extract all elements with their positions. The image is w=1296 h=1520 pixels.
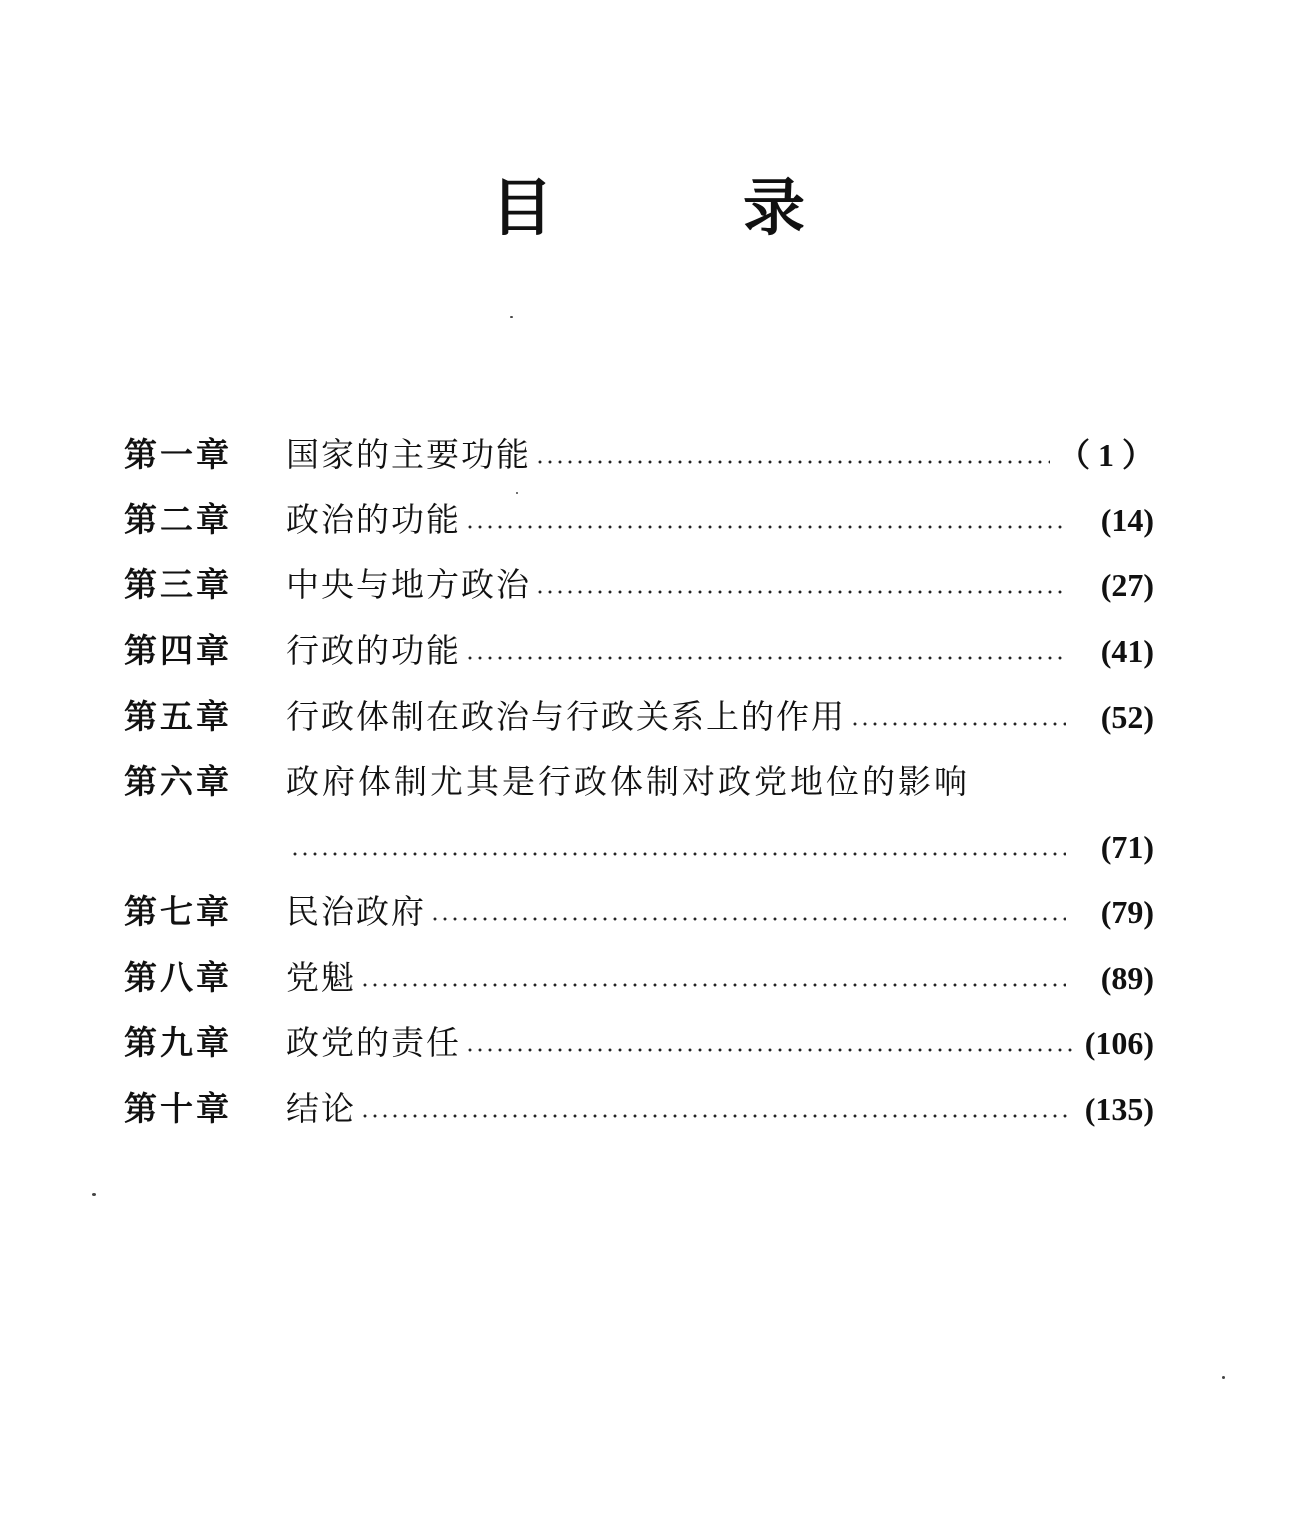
dot-leader [535,590,1066,594]
scan-speck [92,1193,96,1196]
chapter-number: 第七章 [124,892,232,931]
page-number: (135) [1084,1091,1154,1127]
dot-leader [465,656,1066,660]
chapter-title: 政府体制尤其是行政体制对政党地位的影响 [286,762,970,801]
chapter-number: 第八章 [124,958,232,997]
toc-entry-chapter-1[interactable] [124,431,1154,479]
toc-entry-chapter-7[interactable] [124,888,1154,936]
chapter-number: 第一章 [124,435,232,474]
page-number: (14) [1100,502,1154,538]
page-number: (106) [1084,1025,1154,1061]
chapter-title: 民治政府 [286,892,426,931]
page-number: (27) [1100,567,1154,603]
dot-leader [360,983,1066,987]
toc-entry-chapter-6-continuation[interactable] [124,823,1154,871]
chapter-title: 中央与地方政治 [286,565,531,604]
page-number: (89) [1100,960,1154,996]
chapter-title: 行政的功能 [286,631,461,670]
chapter-title: 国家的主要功能 [286,435,531,474]
page-number: (79) [1100,894,1154,930]
toc-entry-chapter-2[interactable] [124,496,1154,544]
chapter-number: 第二章 [124,500,232,539]
toc-entry-chapter-4[interactable] [124,627,1154,675]
scan-speck [1222,1376,1225,1379]
chapter-number: 第九章 [124,1023,232,1062]
dot-leader [430,917,1066,921]
page-number: (52) [1100,699,1154,735]
toc-entry-chapter-10[interactable] [124,1085,1154,1133]
chapter-title: 行政体制在政治与行政关系上的作用 [286,697,846,736]
toc-entry-chapter-8[interactable] [124,954,1154,1002]
toc-entry-chapter-6[interactable] [124,758,1154,806]
scan-speck [510,316,513,318]
chapter-number: 第四章 [124,631,232,670]
toc-entry-chapter-9[interactable] [124,1019,1154,1067]
dot-leader [535,460,1050,464]
chapter-number: 第十章 [124,1089,232,1128]
dot-leader [360,1114,1072,1118]
chapter-title: 政治的功能 [286,500,461,539]
page-number: (71) [1100,829,1154,865]
page-number: （ 1 ） [1057,437,1154,473]
dot-leader [465,1048,1072,1052]
toc-entry-chapter-3[interactable] [124,561,1154,609]
page-number: (41) [1100,633,1154,669]
dot-leader [290,852,1066,856]
chapter-number: 第六章 [124,762,232,801]
chapter-number: 第五章 [124,697,232,736]
dot-leader [465,525,1066,529]
chapter-number: 第三章 [124,565,232,604]
chapter-title: 党魁 [286,958,356,997]
chapter-title: 政党的责任 [286,1023,461,1062]
chapter-title: 结论 [286,1089,356,1128]
page-title: 目 录 [490,171,869,244]
dot-leader [850,722,1066,726]
scan-speck [516,492,518,494]
toc-entry-chapter-5[interactable] [124,693,1154,741]
